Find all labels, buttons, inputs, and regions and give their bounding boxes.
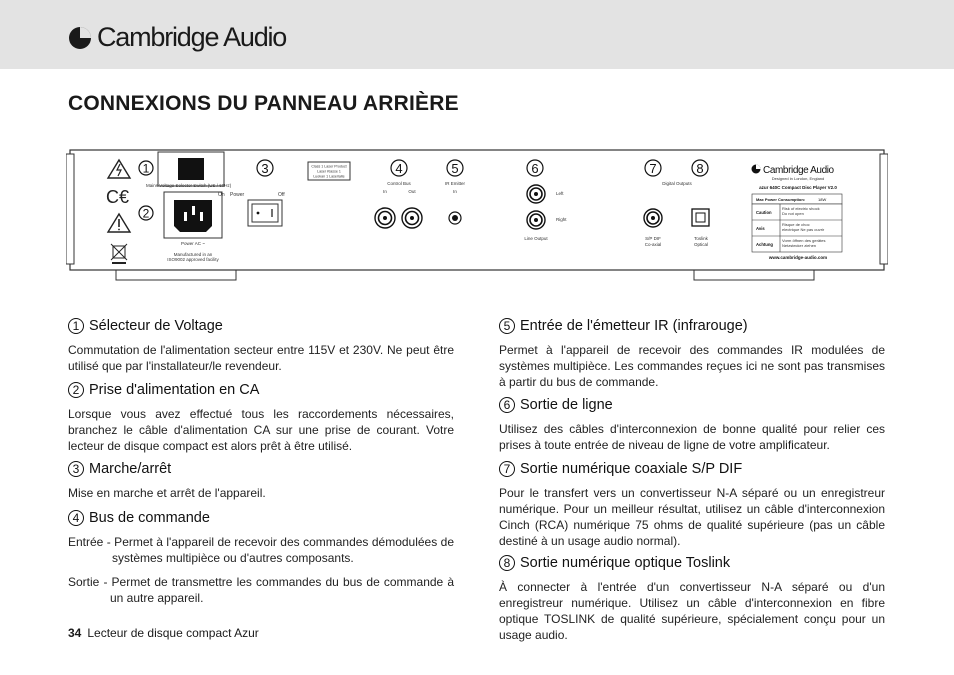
digital-outputs-label: Digital Outputs bbox=[662, 181, 692, 186]
section-ac-power-inlet bbox=[68, 380, 454, 454]
line-output-label: Line Output bbox=[524, 236, 548, 241]
marker-2 bbox=[139, 206, 153, 221]
section-body: Mise en marche et arrêt de l'appareil. bbox=[68, 486, 266, 500]
number-badge: 5 bbox=[499, 318, 515, 334]
power-switch bbox=[248, 200, 282, 226]
power-label: Power bbox=[230, 192, 245, 198]
section-heading-text: Prise d'alimentation en CA bbox=[89, 382, 260, 398]
warning-label-avis: Avis bbox=[756, 226, 765, 231]
svg-text:1: 1 bbox=[142, 161, 150, 176]
marker-8 bbox=[692, 160, 708, 176]
section-heading-text: Sortie numérique optique Toslink bbox=[520, 555, 731, 571]
section-control-bus bbox=[68, 508, 454, 606]
marker-4 bbox=[391, 160, 407, 176]
svg-text:8: 8 bbox=[696, 161, 704, 176]
power-on-label: On bbox=[218, 192, 225, 198]
section-heading-text: Sortie numérique coaxiale S/P DIF bbox=[520, 461, 743, 477]
laser-line-3: Luokan 1 Laserlaite bbox=[313, 174, 345, 179]
warning-text-avis: Risque de choc electrique Ne pas ouvrir bbox=[782, 222, 825, 232]
svg-text:4: 4 bbox=[395, 161, 403, 176]
marker-6 bbox=[527, 160, 543, 176]
control-bus-label: Control Bus bbox=[387, 181, 411, 186]
control-bus-sortie-text: Sortie - Permet de transmettre les commandes du bus de commande à un autre appareil. bbox=[68, 575, 454, 605]
designed-label: Designed in London, England bbox=[771, 176, 825, 181]
svg-text:7: 7 bbox=[649, 161, 657, 176]
warning-text-achtung: Vorm öffnen des gerätes Netzstecker ziehen bbox=[782, 238, 826, 248]
number-badge: 1 bbox=[68, 318, 84, 334]
voltage-selector-label: Mains Voltage Selector Switch (US / 60Hz) bbox=[146, 183, 232, 188]
right-label: Right bbox=[556, 217, 567, 222]
control-bus-in-jack bbox=[375, 208, 395, 228]
line-output-right-jack bbox=[527, 211, 545, 229]
control-bus-out-label: Out bbox=[408, 189, 416, 194]
rear-panel-svg bbox=[66, 148, 888, 288]
panel-logo-icon bbox=[752, 165, 761, 174]
control-bus-entree-text: Entrée - Permet à l'appareil de recevoir des commandes démodulées de systèmes multipièce ou d'autres composants. bbox=[68, 535, 454, 565]
section-title bbox=[68, 508, 454, 528]
line-output-left-jack bbox=[527, 185, 545, 203]
cambridge-audio-logo-icon bbox=[68, 26, 92, 50]
section-heading-text: Bus de commande bbox=[89, 510, 210, 526]
number-badge: 2 bbox=[68, 382, 84, 398]
page-footer bbox=[68, 626, 259, 640]
svg-text:2: 2 bbox=[142, 206, 150, 221]
section-title bbox=[499, 395, 885, 415]
toslink-label: Toslink bbox=[694, 236, 708, 241]
ir-emitter-jack bbox=[449, 212, 461, 224]
left-label: Left bbox=[556, 191, 564, 196]
power-ac-label: Power AC ~ bbox=[181, 241, 205, 246]
section-title bbox=[68, 459, 454, 479]
warning-label-caution: Caution bbox=[756, 210, 772, 215]
page-title: CONNEXIONS DU PANNEAU ARRIÈRE bbox=[68, 92, 459, 115]
section-spdif-coaxial bbox=[499, 459, 885, 549]
header-band bbox=[0, 0, 954, 69]
section-heading-text: Sortie de ligne bbox=[520, 397, 613, 413]
number-badge: 7 bbox=[499, 461, 515, 477]
model-label: azur 640C Compact Disc Player V2.0 bbox=[759, 185, 837, 190]
number-badge: 8 bbox=[499, 555, 515, 571]
power-off-label: Off bbox=[278, 192, 285, 198]
warning-label-achtung: Achtung bbox=[756, 242, 773, 247]
section-body: À connecter à l'entrée d'un convertisseur N-A séparé ou d'un enregistreur numérique. Utilisez un câble d'interconnexion en fibre optique TOSLINK de qualité supérieure, spécialement conçu pour un usage audio. bbox=[499, 580, 885, 642]
ce-mark-icon: C€ bbox=[106, 187, 130, 207]
number-badge: 3 bbox=[68, 461, 84, 477]
manufactured-line-1: Manufactured in an bbox=[173, 252, 213, 257]
ir-emitter-label: IR Emitter bbox=[444, 181, 466, 186]
max-power-label: Max Power Consumption: bbox=[756, 197, 806, 202]
manufactured-line-2: ISO9002 approved facility bbox=[167, 257, 219, 262]
max-power-value: 18W bbox=[818, 197, 827, 202]
ir-in-label: In bbox=[453, 189, 457, 194]
number-badge: 6 bbox=[499, 397, 515, 413]
section-body: Pour le transfert vers un convertisseur N-A séparé ou un enregistreur numérique. Pour un meilleur résultat, utilisez un câble d'interconnexion Cinch (RCA) numérique 75 ohms de qualité supérieure (pas un câble destiné à un usage audio normal). bbox=[499, 486, 885, 548]
control-bus-in-label: In bbox=[383, 189, 387, 194]
coaxial-label: Co-axial bbox=[644, 242, 662, 247]
control-bus-out-jack bbox=[402, 208, 422, 228]
marker-3 bbox=[257, 160, 273, 176]
laser-line-1: Class 1 Laser Product bbox=[311, 164, 347, 169]
rear-panel-illustration bbox=[66, 148, 888, 293]
website-label: www.cambridge-audio.com bbox=[768, 255, 828, 260]
section-body: Lorsque vous avez effectué tous les raccordements nécessaires, branchez le câble d'alimentation CA sur une prise de courant. Votre lecteur de disque compact est alors prêt à être utilisé. bbox=[68, 407, 454, 453]
marker-1 bbox=[139, 161, 153, 176]
section-toslink-optical bbox=[499, 553, 885, 643]
ac-power-socket bbox=[164, 192, 222, 238]
section-power-switch bbox=[68, 459, 454, 501]
svg-text:6: 6 bbox=[531, 161, 539, 176]
section-ir-emitter bbox=[499, 316, 885, 390]
section-heading-text: Entrée de l'émetteur IR (infrarouge) bbox=[520, 318, 748, 334]
svg-text:5: 5 bbox=[451, 161, 459, 176]
voltage-selector-switch bbox=[178, 158, 204, 180]
panel-brand: Cambridge Audio bbox=[763, 165, 834, 176]
section-heading-text: Sélecteur de Voltage bbox=[89, 318, 223, 334]
section-title bbox=[499, 553, 885, 573]
warning-text-caution: Risk of electric shock Do not open bbox=[782, 206, 820, 216]
section-title bbox=[68, 316, 454, 336]
optical-label: Optical bbox=[693, 242, 709, 247]
number-badge: 4 bbox=[68, 510, 84, 526]
laser-line-2: Laser Klasse 1 bbox=[317, 169, 341, 174]
section-heading-text: Marche/arrêt bbox=[89, 461, 172, 477]
section-title bbox=[499, 459, 885, 479]
marker-5 bbox=[447, 160, 463, 176]
section-line-output bbox=[499, 395, 885, 453]
brand-name: Cambridge Audio bbox=[97, 22, 287, 52]
section-voltage-selector bbox=[68, 316, 454, 374]
svg-text:3: 3 bbox=[261, 161, 269, 176]
section-body: Utilisez des câbles d'interconnexion de bonne qualité pour relier ces prises à toute entrée de niveau de ligne de votre amplificateur. bbox=[499, 422, 885, 452]
footer-text: Lecteur de disque compact Azur bbox=[87, 626, 259, 640]
toslink-optical-port bbox=[692, 209, 709, 226]
section-body: Commutation de l'alimentation secteur entre 115V et 230V. Ne peut être utilisé que par l'installateur/le revendeur. bbox=[68, 343, 454, 373]
section-title bbox=[499, 316, 885, 336]
section-title bbox=[68, 380, 454, 400]
spdif-label: S/P DIF bbox=[645, 236, 661, 241]
brand-logo bbox=[68, 22, 286, 53]
marker-7 bbox=[645, 160, 661, 176]
page-number: 34 bbox=[68, 626, 82, 640]
spdif-coaxial-jack bbox=[644, 209, 662, 227]
section-body: Permet à l'appareil de recevoir des commandes IR modulées de systèmes multipièce. Les commandes reçues ici ne sont pas transmises à partir du bus de commande. bbox=[499, 343, 885, 389]
